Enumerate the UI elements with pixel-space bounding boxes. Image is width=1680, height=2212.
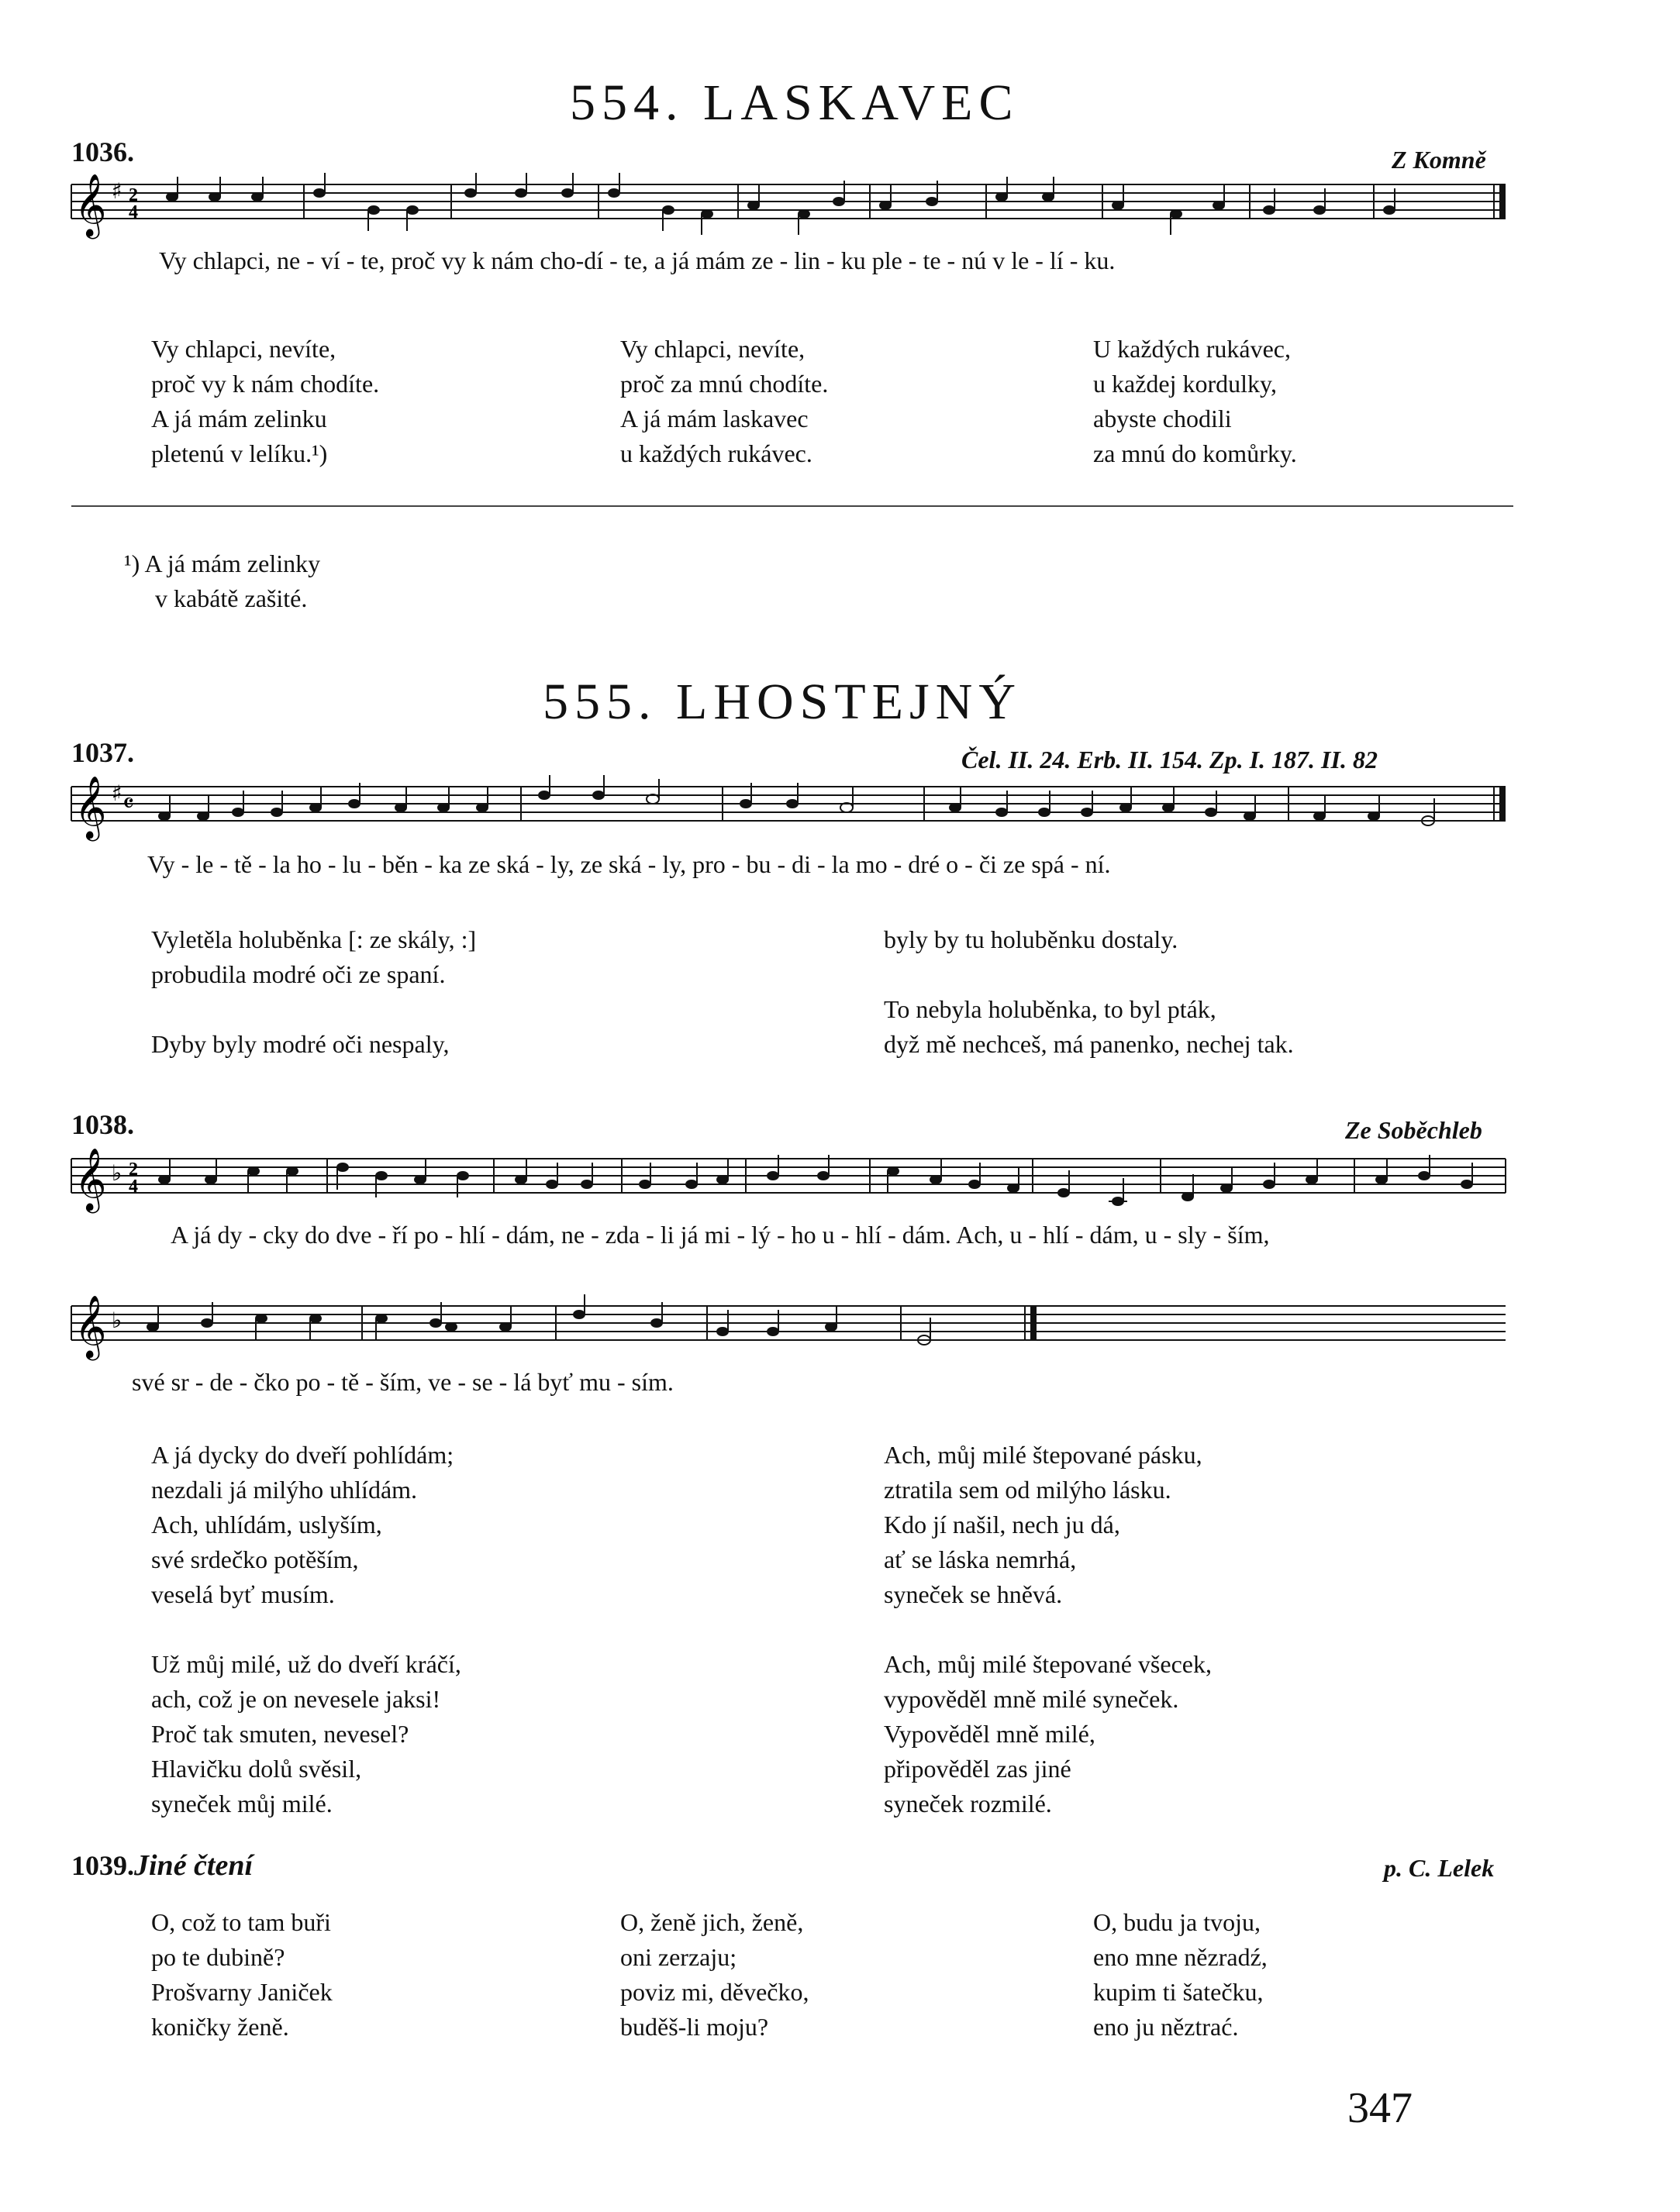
staff-1036 [71, 173, 1513, 246]
time-signature-bottom: 4 [129, 1177, 138, 1197]
song-1038-number: 1038. [71, 1109, 134, 1140]
staff-1038-line-1 [71, 1147, 1513, 1221]
song-1037-source: Čel. II. 24. Erb. II. 154. Zp. I. 187. II. 82 [961, 746, 1378, 774]
song-554-verse-2: Vy chlapci, nevíte, proč za mnú chodíte. A já mám laskavec u každých rukávec. [620, 335, 829, 467]
time-signature-bottom: 4 [129, 202, 138, 222]
footnote-divider [71, 505, 1513, 507]
treble-clef-icon: 𝄞 [74, 775, 107, 839]
sharp-icon: ♯ [112, 780, 122, 806]
song-1037-number: 1037. [71, 737, 134, 768]
treble-clef-icon: 𝄞 [74, 1147, 107, 1211]
song-554-verse-3: U každých rukávec, u každej kordulky, abyste chodili za mnú do komůrky. [1093, 335, 1297, 467]
page-number: 347 [1347, 2084, 1413, 2132]
song-554-verse-1: Vy chlapci, nevíte, proč vy k nám chodíte. A já mám zelinku pletenú v lelíku.¹) [151, 335, 380, 467]
song-1037-lyrics: Vy - le - tě - la ho - lu - běn - ka ze ská - ly, ze ská - ly, pro - bu - di - la mo - dré o - či ze spá - ní. [147, 850, 1111, 878]
song-1036-source: Z Komně [1392, 146, 1486, 174]
song-555-verse-left: Vyletěla holuběnka [: ze skály, :] probudila modré oči ze spaní. Dyby byly modré oči nespaly, [151, 925, 477, 1058]
song-1038-verse-left: A já dycky do dveří pohlídám; nezdali já milýho uhlídám. Ach, uhlídám, uslyším, své srdečko potěším, veselá byť musím. Už můj milé, už do dveří kráčí, ach, což je on nevesele jaksi! Proč tak smuten, nevesel? Hlavičku dolů svěsil, syneček můj milé. [151, 1441, 461, 1817]
time-signature-top: 2 [129, 1159, 138, 1180]
treble-clef-icon: 𝄞 [74, 173, 107, 236]
time-signature-top: 2 [129, 185, 138, 205]
song-1039-source: p. C. Lelek [1384, 1854, 1495, 1882]
song-555-title: 555. LHOSTEJNÝ [543, 674, 1022, 730]
song-1036-lyrics: Vy chlapci, ne - ví - te, proč vy k nám cho-dí - te, a já mám ze - lin - ku ple - te - nú v le - lí - ku. [159, 246, 1116, 274]
common-time-icon: 𝄴 [122, 788, 135, 819]
song-1038-verse-right: Ach, můj milé štepované pásku, ztratila sem od milýho lásku. Kdo jí našil, nech ju dá, ať se láska nemrhá, syneček se hněvá. Ach, můj milé štepované všecek, vypověděl mně milé syneček. Vypověděl mně milé, připověděl zas jiné syneček rozmilé. [884, 1441, 1212, 1817]
footnote: ¹) A já mám zelinky v kabátě zašité. [124, 550, 321, 612]
treble-clef-icon: 𝄞 [74, 1294, 107, 1358]
song-1038-source: Ze Soběchleb [1345, 1116, 1482, 1144]
song-1038-lyrics-line-2: své sr - de - čko po - tě - ším, ve - se - lá byť mu - sím. [132, 1368, 674, 1396]
song-1039-number: 1039. [71, 1850, 134, 1881]
song-1039-verse-1: O, což to tam buři po te dubině? Prošvarny Janiček koničky ženě. [151, 1908, 333, 2041]
flat-icon: ♭ [112, 1308, 122, 1333]
song-1038-lyrics-line-1: A já dy - cky do dve - ří po - hlí - dám, ne - zda - li já mi - lý - ho u - hlí - dám. Ach, u - hlí - dám, u - sly - ším, [171, 1221, 1270, 1249]
staff-1037 [71, 775, 1513, 849]
flat-icon: ♭ [112, 1160, 122, 1186]
song-1039-verse-3: O, budu ja tvoju, eno mne nězradź, kupim ti šatečku, eno ju něztrać. [1093, 1908, 1268, 2041]
staff-1038-line-2 [71, 1294, 1513, 1368]
song-555-verse-right: byly by tu holuběnku dostaly. To nebyla holuběnka, to byl pták, dyž mě nechceš, má panenko, nechej tak. [884, 925, 1294, 1058]
song-1036-number: 1036. [71, 136, 134, 167]
song-554-title: 554. LASKAVEC [570, 74, 1019, 131]
sharp-icon: ♯ [112, 178, 122, 204]
song-1039-verse-2: O, ženě jich, ženě, oni zerzaju; poviz mi, děvečko, buděš-li moju? [620, 1908, 809, 2041]
song-1039-heading [71, 1849, 253, 1883]
song-1039-title: Jiné čtení [134, 1849, 254, 1882]
